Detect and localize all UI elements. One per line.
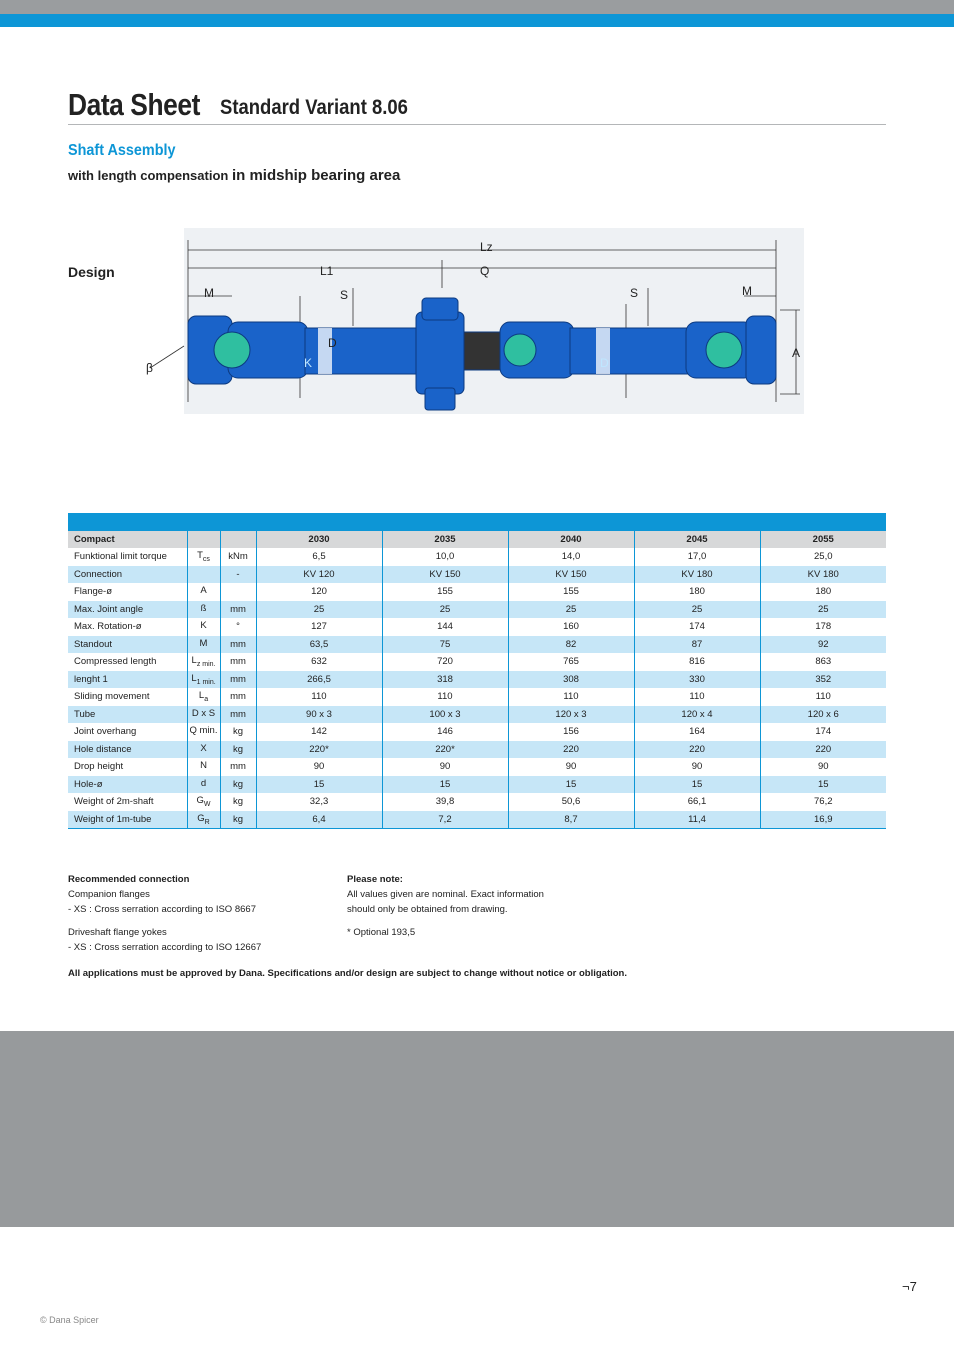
page-corner-icon: ¬ <box>902 1279 910 1294</box>
page-number <box>902 1279 917 1294</box>
right-tube <box>570 328 690 374</box>
row-symbol-main: T <box>197 550 203 562</box>
row-value: 266,5 <box>256 671 382 689</box>
row-value: 144 <box>382 618 508 636</box>
row-value: 75 <box>382 636 508 654</box>
please-line-2: should only be obtained from drawing. <box>347 904 508 915</box>
optional-note: * Optional 193,5 <box>347 927 416 938</box>
shaft-drawing <box>140 228 808 414</box>
row-unit: mm <box>220 706 256 724</box>
bearing-top <box>422 298 458 320</box>
table-row <box>68 706 886 724</box>
row-unit: kg <box>220 793 256 811</box>
section-subtitle-a: with length compensation <box>68 168 229 183</box>
row-symbol-sub: z min. <box>196 661 216 669</box>
row-value: 17,0 <box>634 548 760 566</box>
table-row <box>68 636 886 654</box>
label-s-right: S <box>630 286 639 300</box>
row-symbol <box>187 618 220 636</box>
row-value: 25 <box>508 601 634 619</box>
specs-table <box>68 513 886 829</box>
row-value: 25,0 <box>760 548 886 566</box>
row-value: 632 <box>256 653 382 671</box>
row-value: 15 <box>760 776 886 794</box>
row-value: 90 x 3 <box>256 706 382 724</box>
page-title <box>68 86 408 123</box>
row-value: 220 <box>760 741 886 759</box>
row-value: 25 <box>760 601 886 619</box>
row-value: 220* <box>256 741 382 759</box>
row-value: 180 <box>760 583 886 601</box>
row-value: 155 <box>382 583 508 601</box>
row-value: 32,3 <box>256 793 382 811</box>
title-divider <box>68 124 886 125</box>
row-name: Weight of 2m-shaft <box>74 796 154 808</box>
row-unit: mm <box>220 653 256 671</box>
angle-line <box>150 346 184 368</box>
row-value: 90 <box>508 758 634 776</box>
row-value: 180 <box>634 583 760 601</box>
table-row <box>68 548 886 566</box>
row-unit: kNm <box>220 548 256 566</box>
please-line-1: All values given are nominal. Exact information <box>347 889 544 900</box>
row-value: 16,9 <box>760 811 886 829</box>
row-value: 174 <box>760 723 886 741</box>
row-value: 174 <box>634 618 760 636</box>
row-value: 6,5 <box>256 548 382 566</box>
row-unit: mm <box>220 688 256 706</box>
row-value: 87 <box>634 636 760 654</box>
table-row <box>68 758 886 776</box>
row-symbol-main: Q min. <box>189 725 218 737</box>
row-symbol <box>187 776 220 794</box>
title-main: Data Sheet <box>68 87 200 122</box>
row-value: 15 <box>256 776 382 794</box>
table-row <box>68 688 886 706</box>
row-symbol <box>187 758 220 776</box>
label-m-left: M <box>204 286 214 300</box>
row-value: 8,7 <box>508 811 634 829</box>
row-value: 7,2 <box>382 811 508 829</box>
table-row <box>68 741 886 759</box>
row-value: 90 <box>382 758 508 776</box>
row-symbol-main: A <box>200 585 207 597</box>
row-value: 220 <box>508 741 634 759</box>
row-value: KV 180 <box>760 566 886 584</box>
row-unit: mm <box>220 758 256 776</box>
please-note <box>347 872 544 940</box>
row-symbol <box>187 741 220 759</box>
label-q: Q <box>480 264 490 278</box>
row-value: 330 <box>634 671 760 689</box>
shaft-diagram <box>140 228 808 414</box>
label-a: A <box>792 346 801 360</box>
rec-line-4: - XS : Cross serration according to ISO 12667 <box>68 942 262 953</box>
row-value: 318 <box>382 671 508 689</box>
row-value: 146 <box>382 723 508 741</box>
table-row <box>68 793 886 811</box>
row-value: 156 <box>508 723 634 741</box>
row-unit <box>220 583 256 601</box>
row-value: 15 <box>634 776 760 794</box>
row-value: 90 <box>256 758 382 776</box>
table-row <box>68 723 886 741</box>
row-name: Tube <box>68 706 187 724</box>
spline-sleeve <box>464 332 502 370</box>
row-value: 110 <box>760 688 886 706</box>
row-name: Weight of 1m-tube <box>68 811 187 829</box>
row-value: 6,4 <box>256 811 382 829</box>
table-row <box>68 671 886 689</box>
row-value: 63,5 <box>256 636 382 654</box>
row-value: 308 <box>508 671 634 689</box>
row-symbol <box>187 601 220 619</box>
row-unit: kg <box>220 723 256 741</box>
row-name: Joint overhang <box>74 726 137 738</box>
row-name: Sliding movement <box>74 691 150 703</box>
row-value: 220* <box>382 741 508 759</box>
midship-bearing <box>416 312 464 394</box>
label-s-left: S <box>340 288 349 302</box>
row-value: 15 <box>508 776 634 794</box>
row-name: Flange-ø <box>74 586 113 598</box>
row-name: Funktional limit torque <box>74 551 167 563</box>
row-symbol-main: ß <box>200 602 207 614</box>
row-symbol <box>187 548 220 566</box>
row-symbol-main: K <box>200 620 207 632</box>
row-unit: kg <box>220 741 256 759</box>
row-symbol-main: M <box>199 637 208 649</box>
row-symbol <box>187 811 220 829</box>
row-symbol-main: X <box>200 742 207 754</box>
row-name: lenght 1 <box>68 671 187 689</box>
table-header <box>68 531 886 548</box>
section-subtitle <box>68 167 400 184</box>
table-header-cell: 2055 <box>760 531 886 548</box>
bottom-grey-band <box>0 1031 954 1227</box>
row-name: Hole distance <box>68 741 187 759</box>
drawing-background <box>184 228 804 414</box>
rec-line-3: Driveshaft flange yokes <box>68 927 167 938</box>
row-unit: kg <box>220 776 256 794</box>
top-grey-bar <box>0 0 954 14</box>
row-unit: - <box>220 566 256 584</box>
label-l1: L1 <box>320 264 334 278</box>
row-value: 50,6 <box>508 793 634 811</box>
row-value: KV 150 <box>382 566 508 584</box>
label-m-right: M <box>742 284 752 298</box>
row-symbol <box>187 706 220 724</box>
please-title: Please note: <box>347 874 403 885</box>
bearing-foot <box>425 388 455 410</box>
row-name: Max. Rotation-ø <box>74 621 142 633</box>
row-name: Max. Joint angle <box>68 601 187 619</box>
row-unit: mm <box>220 671 256 689</box>
table-header-cell: Compact <box>68 531 187 548</box>
row-symbol-sub: W <box>203 801 211 809</box>
table-row <box>68 776 886 794</box>
row-symbol <box>187 636 220 654</box>
table-band <box>68 513 886 531</box>
label-d-left: D <box>328 336 337 350</box>
table-header-cell: 2035 <box>382 531 508 548</box>
row-value: KV 150 <box>508 566 634 584</box>
row-value: 14,0 <box>508 548 634 566</box>
section-subtitle-b: in midship bearing area <box>231 167 401 184</box>
row-value: 120 x 3 <box>508 706 634 724</box>
row-symbol-main: D x S <box>191 707 216 719</box>
row-value: 90 <box>634 758 760 776</box>
row-value: 25 <box>256 601 382 619</box>
top-blue-bar <box>0 14 954 27</box>
row-symbol-main: G <box>197 812 205 824</box>
row-value: 82 <box>508 636 634 654</box>
row-value: 352 <box>760 671 886 689</box>
disclaimer: All applications must be approved by Dana. Specifications and/or design are subject to change without notice or obligation. <box>68 968 627 979</box>
row-unit: mm <box>220 636 256 654</box>
row-symbol-main: L <box>191 655 197 667</box>
table-row <box>68 653 886 671</box>
label-lz: Lz <box>480 240 493 254</box>
row-value: 120 x 6 <box>760 706 886 724</box>
rec-title: Recommended connection <box>68 874 190 885</box>
row-value: KV 180 <box>634 566 760 584</box>
page-number-value: 7 <box>909 1279 917 1294</box>
design-label: Design <box>68 264 115 280</box>
row-value: 110 <box>256 688 382 706</box>
row-name: Hole-ø <box>68 776 187 794</box>
row-symbol-sub: cs <box>202 556 210 564</box>
table-row <box>68 601 886 619</box>
row-unit: mm <box>220 601 256 619</box>
table-row <box>68 583 886 601</box>
row-value: 765 <box>508 653 634 671</box>
title-sub: Standard Variant 8.06 <box>220 96 408 119</box>
row-unit: ° <box>220 618 256 636</box>
row-value: 220 <box>634 741 760 759</box>
row-value: 164 <box>634 723 760 741</box>
table-header-cell: 2030 <box>256 531 382 548</box>
row-symbol-sub: R <box>204 818 210 826</box>
label-beta: β <box>146 361 153 375</box>
row-value: 142 <box>256 723 382 741</box>
table-header-cell <box>220 531 256 548</box>
table-body <box>68 548 886 829</box>
right-flange <box>746 316 776 384</box>
row-value: 66,1 <box>634 793 760 811</box>
row-symbol-sub: a <box>204 696 209 704</box>
row-value: 120 x 4 <box>634 706 760 724</box>
row-symbol-sub: 1 min. <box>196 678 216 686</box>
row-value: 92 <box>760 636 886 654</box>
row-name: Drop height <box>74 761 124 773</box>
rec-line-1: Companion flanges <box>68 889 150 900</box>
row-value: 127 <box>256 618 382 636</box>
row-value: 11,4 <box>634 811 760 829</box>
row-symbol <box>187 583 220 601</box>
row-symbol-main: G <box>196 795 204 807</box>
row-value: 25 <box>634 601 760 619</box>
row-value: 120 <box>256 583 382 601</box>
row-symbol-main: N <box>200 760 207 772</box>
section-title: Shaft Assembly <box>68 142 176 159</box>
row-value: 155 <box>508 583 634 601</box>
row-symbol <box>187 653 220 671</box>
row-value: 110 <box>382 688 508 706</box>
table-row <box>68 811 886 829</box>
row-unit: kg <box>220 811 256 829</box>
table-header-cell: 2040 <box>508 531 634 548</box>
row-value: 160 <box>508 618 634 636</box>
row-symbol-main: d <box>200 777 207 789</box>
row-symbol-main: L <box>191 672 197 684</box>
table-row <box>68 566 886 584</box>
row-value: 110 <box>634 688 760 706</box>
row-value: 90 <box>760 758 886 776</box>
row-name: Standout <box>68 636 187 654</box>
row-name: Connection <box>68 566 187 584</box>
row-value: 76,2 <box>760 793 886 811</box>
table-header-cell: 2045 <box>634 531 760 548</box>
row-value: 110 <box>508 688 634 706</box>
table-row <box>68 618 886 636</box>
row-value: 816 <box>634 653 760 671</box>
row-symbol <box>187 723 220 741</box>
row-value: KV 120 <box>256 566 382 584</box>
row-value: 100 x 3 <box>382 706 508 724</box>
label-k: K <box>304 356 313 370</box>
row-name: Compressed length <box>74 656 157 668</box>
row-symbol-main: L <box>198 690 205 702</box>
row-value: 39,8 <box>382 793 508 811</box>
copyright: © Dana Spicer <box>40 1315 99 1325</box>
row-value: 25 <box>382 601 508 619</box>
row-symbol <box>187 793 220 811</box>
row-value: 10,0 <box>382 548 508 566</box>
row-symbol <box>187 671 220 689</box>
rec-line-2: - XS : Cross serration according to ISO 8667 <box>68 904 256 915</box>
row-value: 15 <box>382 776 508 794</box>
row-symbol <box>187 566 220 584</box>
label-d-right: D <box>600 356 609 370</box>
row-symbol <box>187 688 220 706</box>
table-header-cell <box>187 531 220 548</box>
recommended-connection <box>68 872 261 955</box>
row-value: 720 <box>382 653 508 671</box>
row-value: 863 <box>760 653 886 671</box>
row-value: 178 <box>760 618 886 636</box>
